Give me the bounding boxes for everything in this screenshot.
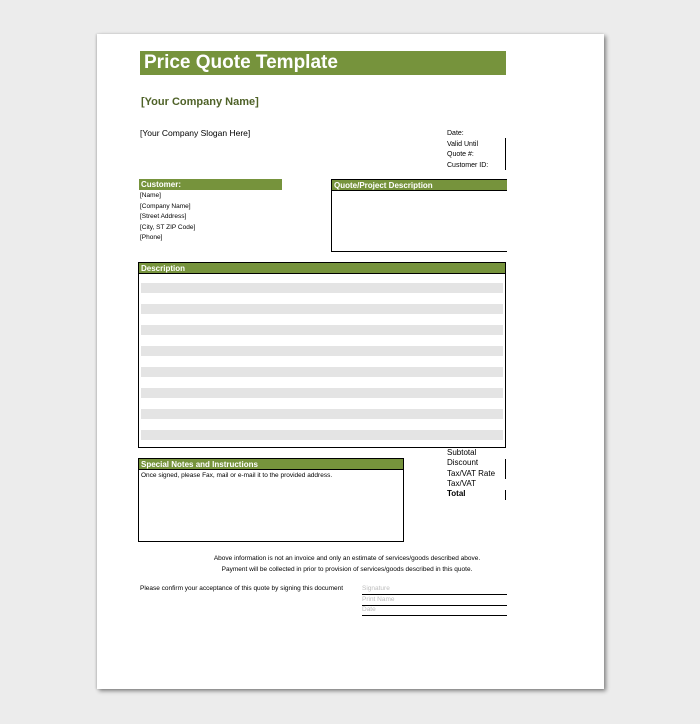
confirm-text: Please confirm your acceptance of this quote by signing this document (140, 585, 344, 592)
customer-header: Customer: (139, 179, 282, 190)
customer-details (140, 191, 195, 244)
special-notes-text: Once signed, please Fax, mail or e-mail it to the provided address. (141, 472, 333, 479)
disclaimer-line-2: Payment will be collected in prior to provision of services/goods described in this quote. (221, 566, 473, 573)
meta-value-border (505, 138, 506, 170)
totals-value-border (505, 459, 506, 479)
description-row-stripe (141, 388, 503, 398)
tax-label: Tax/VAT (447, 478, 477, 488)
quote-description-header: Quote/Project Description (332, 180, 507, 191)
customer-company: [Company Name] (140, 202, 191, 210)
tax-rate-label: Tax/VAT Rate (447, 468, 496, 478)
description-row-stripe (141, 283, 503, 293)
document-page (97, 34, 604, 689)
date-field[interactable]: Date (362, 605, 507, 616)
description-row-stripe (141, 367, 503, 377)
meta-valid-until-label: Valid Until (447, 140, 478, 148)
description-header: Description (139, 263, 505, 274)
discount-label: Discount (447, 458, 479, 468)
quote-description-box (331, 179, 507, 252)
company-slogan: [Your Company Slogan Here] (140, 128, 251, 138)
disclaimer-line-1: Above information is not an invoice and only an estimate of services/goods described above. (213, 555, 481, 562)
customer-city: [City, ST ZIP Code] (140, 223, 196, 231)
meta-date-label: Date: (447, 130, 464, 137)
signature-field[interactable]: Signature (362, 584, 507, 595)
disclaimer (157, 553, 537, 575)
meta-customer-id-label: Customer ID: (447, 161, 489, 169)
description-row-stripe (141, 346, 503, 356)
document-title: Price Quote Template (140, 51, 506, 75)
customer-name: [Name] (140, 192, 161, 199)
special-notes-header: Special Notes and Instructions (139, 459, 403, 470)
meta-quote-number-label: Quote #: (447, 151, 474, 158)
total-label: Total (447, 489, 466, 499)
total-value-border (505, 490, 506, 500)
print-name-field[interactable]: Print Name (362, 595, 507, 606)
totals-block (447, 448, 495, 499)
subtotal-label: Subtotal (447, 448, 477, 457)
description-row-stripe (141, 304, 503, 314)
special-notes-box (138, 458, 404, 542)
description-row-stripe (141, 430, 503, 440)
description-row-stripe (141, 409, 503, 419)
quote-meta (447, 129, 488, 171)
description-table (138, 262, 506, 448)
description-row-stripe (141, 325, 503, 335)
customer-phone: [Phone] (140, 234, 163, 241)
customer-street: [Street Address] (140, 213, 187, 220)
company-name: [Your Company Name] (141, 96, 259, 108)
